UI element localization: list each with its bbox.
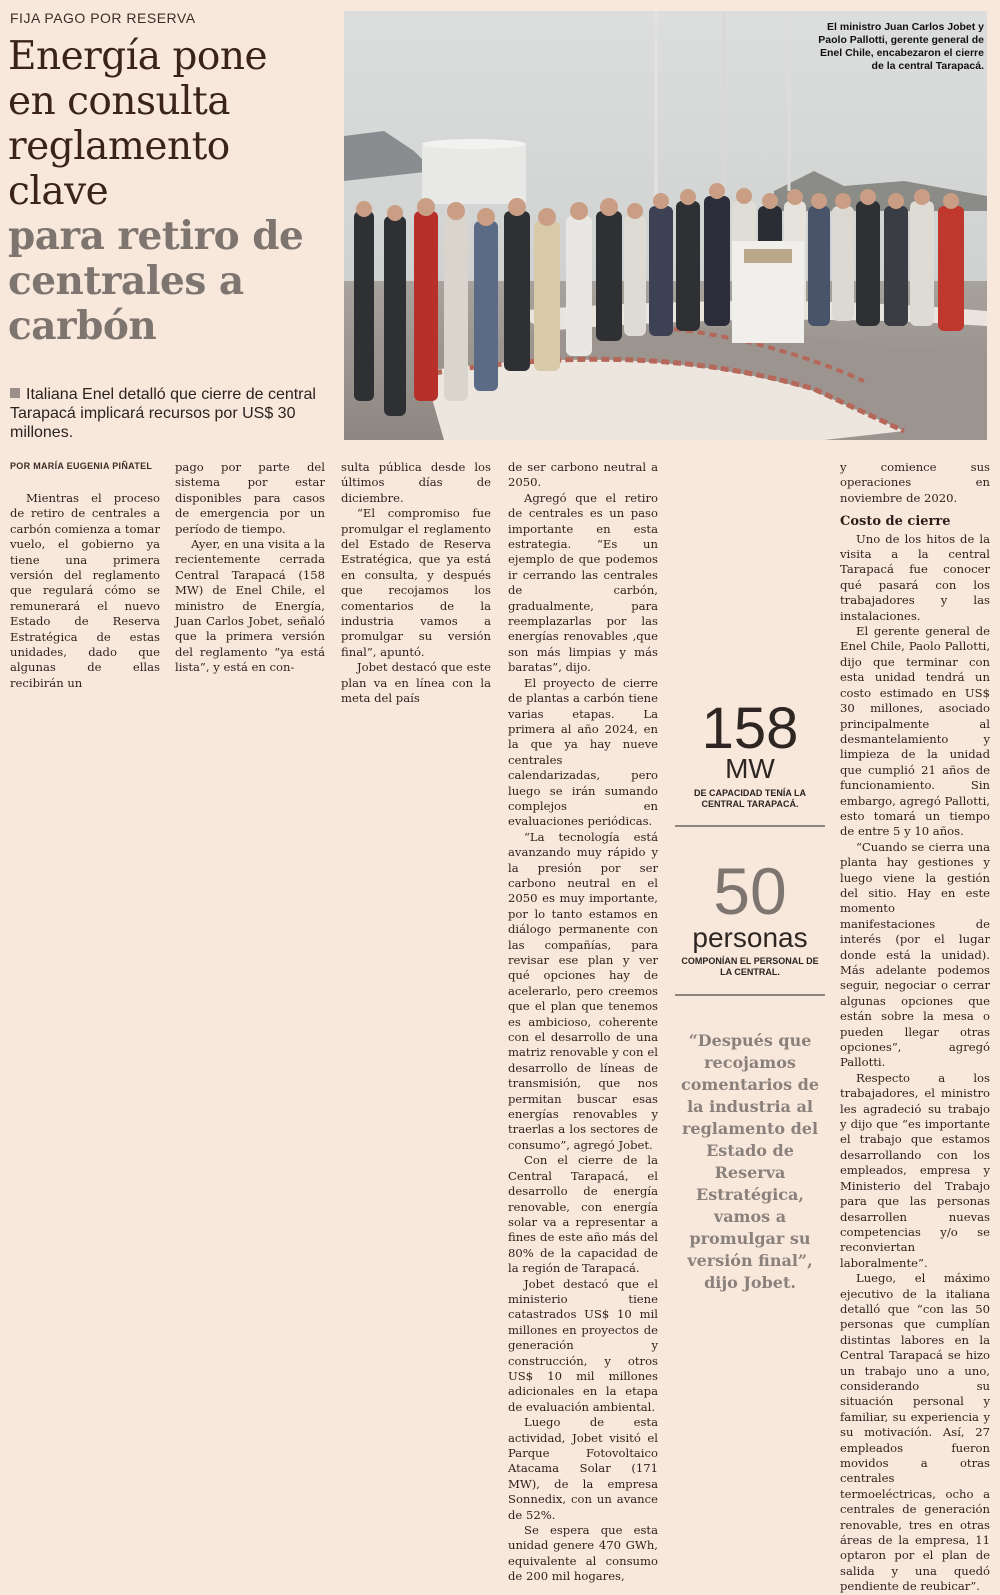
divider — [675, 994, 825, 996]
paragraph: Jobet destacó que el ministerio tiene catastrados US$ 10 mil millones en proyectos de generación y construcción, y otros US$ 10 mil millones adicionales en la etapa de evaluación ambiental. — [508, 1276, 658, 1414]
section-subhead: Costo de cierre — [840, 514, 951, 530]
headline-line: en consulta — [8, 79, 231, 124]
paragraph: pago por parte del sistema por estar disponibles para casos de emergencia por un período de tiempo. — [175, 460, 325, 536]
headline-line: para retiro de — [8, 213, 304, 259]
paragraph: de ser carbono neutral a 2050. — [508, 460, 658, 490]
paragraph: Mientras el proceso de retiro de centrales a carbón comienza a tomar vuelo, el gobierno ya tiene una primera versión del reglamento que regulará cómo se remunerará el nuevo Estado de Reserva Estratégica de estas unidades, dado que algunas de ellas recibirán un — [10, 491, 160, 690]
article-column-3 — [341, 460, 491, 707]
paragraph: El proyecto de cierre de plantas a carbón tiene varias etapas. La primera al año 2024, en la que ya hay nueve centrales calendarizadas, pero luego se irán sumando complejos en evaluaciones periódicas. — [508, 675, 658, 829]
section-kicker: FIJA PAGO POR RESERVA — [10, 10, 196, 26]
headline-line: centrales a — [8, 258, 244, 304]
paragraph: “La tecnología está avanzando muy rápido y la presión por ser carbono neutral en el 2050 es muy importante, por lo tanto estamos en diálogo permanente con las compañías, para revisar ese plan y ver qué opciones hay de acelerarlo, pero creemos que el plan que tenemos es ambicioso, coherente con el desarrollo de una matriz renovable y con el desarrollo de líneas de transmisión, que nos permitan buscar esas energías renovables y traerlas a los sectores de consumo”, agregó Jobet. — [508, 829, 658, 1152]
article-column-4 — [508, 460, 658, 1585]
stat-unit: personas — [692, 922, 808, 953]
paragraph: Agregó que el retiro de centrales es un paso importante en esta estrategia. “Es un ejemplo de que podemos ir cerrando las centrales de carbón, gradualmente, para reemplazarlas por las energías renovables ,que son más limpias y más baratas”, dijo. — [508, 490, 658, 675]
paragraph: Uno de los hitos de la visita a la central Tarapacá fue conocer qué pasará con los trabajadores y las instalaciones. — [840, 531, 990, 623]
paragraph: Con el cierre de la Central Tarapacá, el desarrollo de energía renovable, con energía solar va a representar a fines de este año más del 80% de la capacidad de la región de Tarapacá. — [508, 1153, 658, 1276]
paragraph: sulta pública desde los últimos días de diciembre. — [341, 460, 491, 505]
stat-number: 158 — [701, 696, 799, 761]
photo-caption: El ministro Juan Carlos Jobet y Paolo Pallotti, gerente general de Enel Chile, encabezaron el cierre de la central Tarapacá. — [818, 21, 984, 72]
stat-number: 50 — [713, 854, 787, 928]
headline-line: Energía pone — [8, 34, 268, 79]
article-column-6 — [840, 460, 990, 1595]
paragraph: “Cuando se cierra una planta hay gestiones y luego viene la gestión del sitio. Hay en este momento manifestaciones de interés (por el lugar donde está la unidad). Más adelante podemos seguir, negociar o cerrar algunas opciones que están sobre la mesa o pueden llegar otras opciones”, agregó Pallotti. — [840, 839, 990, 1070]
article-column-2 — [175, 460, 325, 676]
divider — [675, 825, 825, 827]
paragraph: Se espera que esta unidad genere 470 GWh, equivalente al consumo de 200 mil hogares, — [508, 1523, 658, 1584]
article-column-1 — [10, 491, 160, 691]
lead-summary-text: Italiana Enel detalló que cierre de central Tarapacá implicará recursos por US$ 30 millones. — [10, 386, 316, 441]
paragraph: Luego de esta actividad, Jobet visitó el Parque Fotovoltaico Atacama Solar (171 MW), de la empresa Sonnedix, con un avance de 52%. — [508, 1415, 658, 1522]
headline-line: carbón — [8, 303, 157, 349]
byline: POR MARÍA EUGENIA PIÑATEL — [10, 461, 153, 471]
paragraph: “El compromiso fue promulgar el reglamento del Estado de Reserva Estratégica, que ya está en consulta, y después que recojamos los comentarios de la industria vamos a promulgar su versión final”, apuntó. — [341, 506, 491, 659]
paragraph: Respecto a los trabajadores, el ministro les agradeció su trabajo y dijo que “es importante el trabajo que estamos desarrollando con los empleados, empresa y Ministerio del Trabajo para que las personas desarrollen nuevas competencias y/o se reconviertan laboralmente”. — [840, 1070, 990, 1270]
paragraph: y comience sus operaciones en noviembre de 2020. — [840, 460, 990, 505]
lead-summary — [10, 385, 330, 442]
bullet-square-icon — [10, 388, 20, 398]
news-photo — [344, 11, 987, 440]
paragraph: Luego, el máximo ejecutivo de la italiana detalló que “con las 50 personas que cumplían distintas labores en la Central Tarapacá se hizo un trabajo uno a uno, considerando su situación personal y familiar, su experiencia y su motivación. Así, 27 empleados fueron movidos a otras centrales termoeléctricas, ocho a centrales de generación renovable, tres en otras áreas de la empresa, 11 optaron por el plan de salida y una quedó pendiente de reubicar”. — [840, 1271, 990, 1594]
stat-label: DE CAPACIDAD TENÍA LA CENTRAL TARAPACÁ. — [694, 788, 806, 809]
stat-label: COMPONÍAN EL PERSONAL DE LA CENTRAL. — [681, 956, 819, 977]
headline-line: reglamento clave — [8, 124, 230, 214]
pull-quote: “Después que recojamos comentarios de la industria al reglamento del Estado de Reserva Estratégica, vamos a promulgar su versión final”, dijo Jobet. — [680, 1031, 820, 1292]
paragraph: Ayer, en una visita a la recientemente cerrada Central Tarapacá (158 MW) de Enel Chile, el ministro de Energía, Juan Carlos Jobet, señaló que la primera versión del reglamento “ya está lista”, y está en con- — [175, 537, 325, 675]
headline — [8, 34, 338, 349]
paragraph: El gerente general de Enel Chile, Paolo Pallotti, dijo que terminar con esta unidad tendrá un costo estimado en US$ 30 millones, asociado principalmente al desmantelamiento y limpieza de la unidad que cumplió 21 años de funcionamiento. Sin embargo, agregó Pallotti, esto tomará un tiempo de entre 5 y 10 años. — [840, 624, 990, 839]
stat-unit: MW — [725, 753, 775, 784]
paragraph: Jobet destacó que este plan va en línea con la meta del país — [341, 660, 491, 706]
